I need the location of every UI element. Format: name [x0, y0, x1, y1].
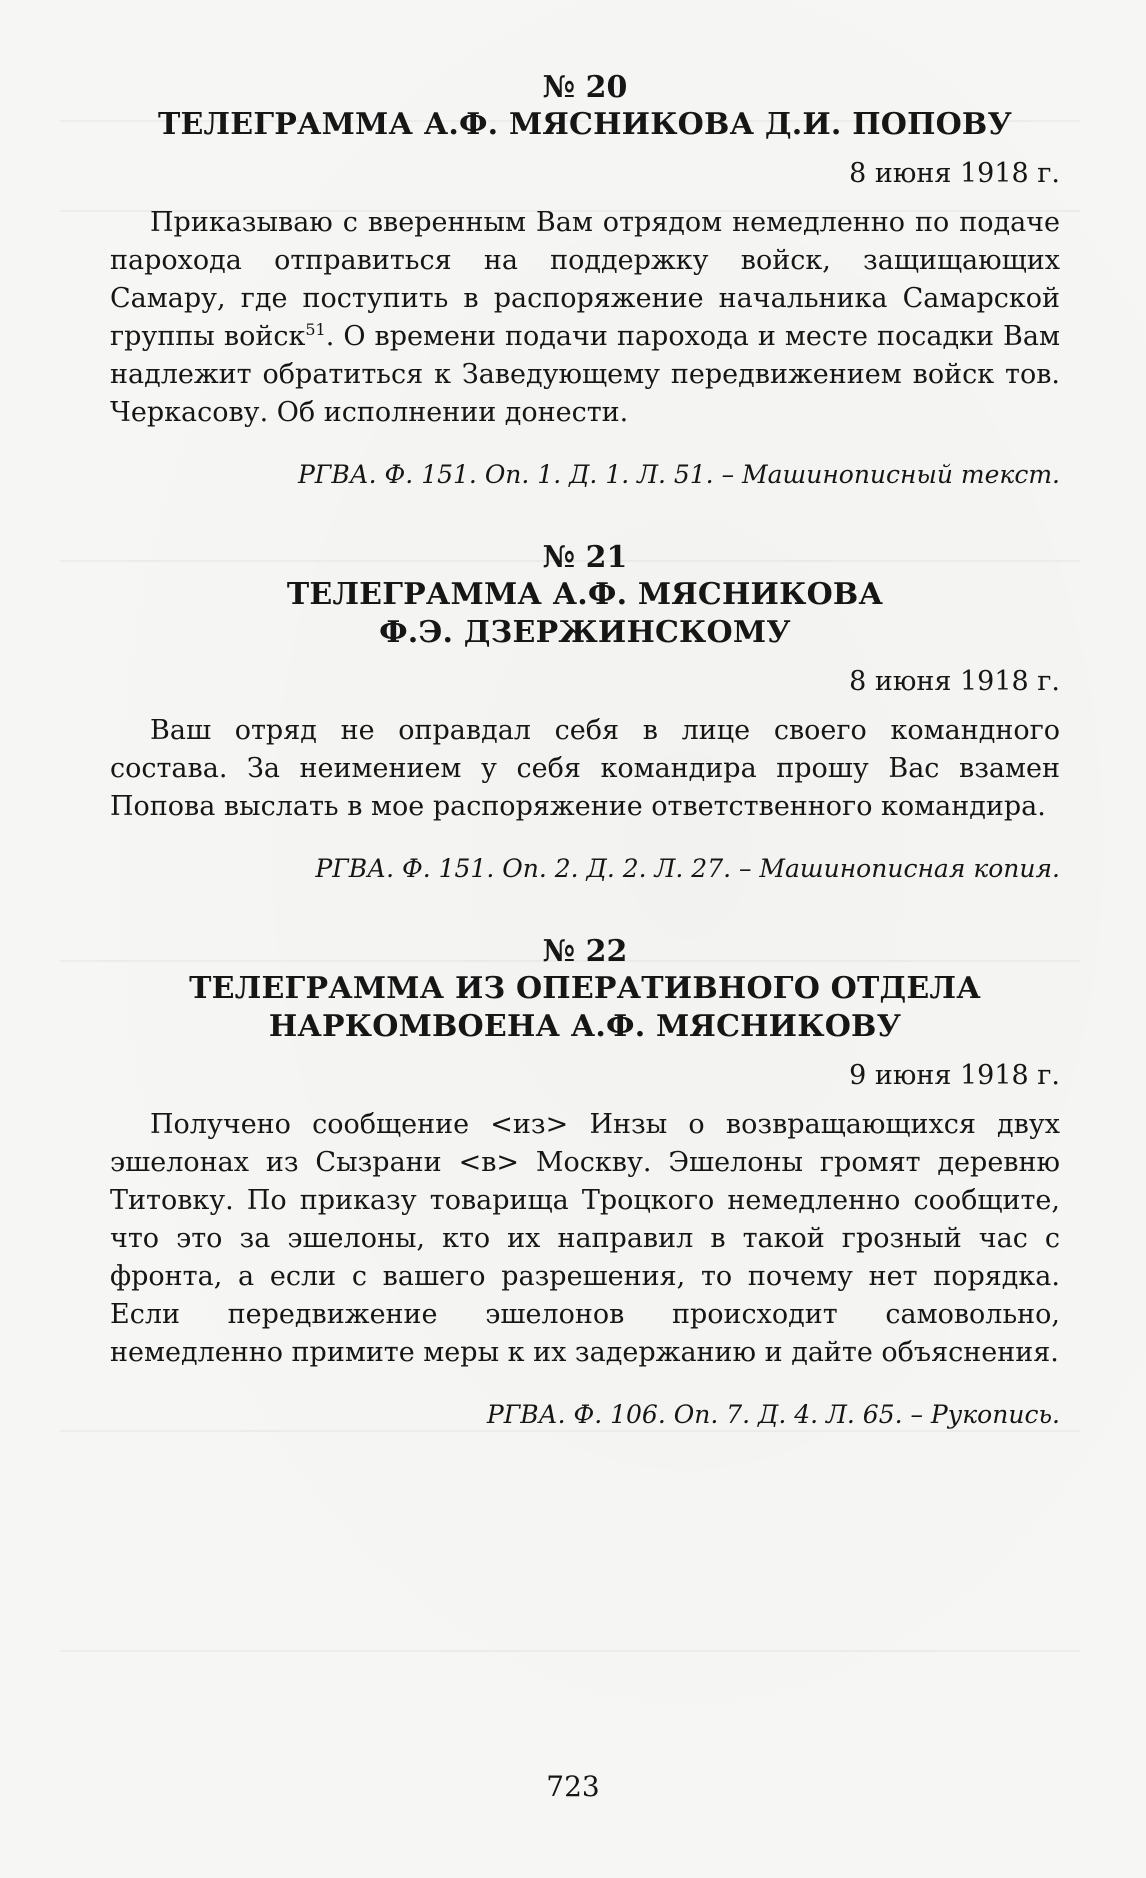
document-source: РГВА. Ф. 106. Оп. 7. Д. 4. Л. 65. – Рукопись. [486, 1400, 1060, 1429]
document-number: № 22 [542, 934, 628, 969]
document-title-line-1: ТЕЛЕГРАММА ИЗ ОПЕРАТИВНОГО ОТДЕЛА [189, 971, 981, 1006]
document-date: 8 июня 1918 г. [849, 666, 1060, 697]
document-source: РГВА. Ф. 151. Оп. 2. Д. 2. Л. 27. – Машинописная копия. [315, 854, 1060, 883]
document-number: № 21 [542, 540, 628, 575]
body-text: Приказываю с вверенным Вам отрядом немедленно по подаче парохода отправиться на поддержку войск, защищающих Самару, где поступить в распоряжение начальника Самарской группы войск [110, 207, 1060, 352]
document-body: Ваш отряд не оправдал себя в лице своего командного состава. За неимением у себя командира прошу Вас взамен Попова выслать в мое распоряжение ответственного командира. [110, 715, 1060, 822]
footnote-marker: 51 [305, 320, 326, 339]
document-title-line-2: Ф.Э. ДЗЕРЖИНСКОМУ [379, 615, 791, 650]
document-21 [110, 540, 1060, 886]
document-22 [110, 934, 1060, 1432]
page-content [110, 70, 1060, 1480]
document-number: № 20 [542, 70, 628, 105]
document-title-line-1: ТЕЛЕГРАММА А.Ф. МЯСНИКОВА [286, 577, 884, 612]
page-number: 723 [546, 1770, 600, 1803]
body-text-continued: . О времени подачи парохода и месте посадки Вам надлежит обратиться к Заведующему передвижением войск тов. Черкасову. Об исполнении донести. [110, 321, 1061, 428]
document-title: ТЕЛЕГРАММА А.Ф. МЯСНИКОВА Д.И. ПОПОВУ [157, 107, 1013, 142]
document-20 [110, 70, 1060, 492]
bleed-through-line [60, 1650, 1080, 1652]
document-source: РГВА. Ф. 151. Оп. 1. Д. 1. Л. 51. – Машинописный текст. [297, 460, 1060, 489]
document-title-line-2: НАРКОМВОЕНА А.Ф. МЯСНИКОВУ [268, 1009, 902, 1044]
document-date: 8 июня 1918 г. [849, 158, 1060, 189]
document-body [110, 204, 1060, 432]
document-date: 9 июня 1918 г. [849, 1060, 1060, 1091]
document-body: Получено сообщение <из> Инзы о возвращающихся двух эшелонах из Сызрани <в> Москву. Эшелоны громят деревню Титовку. По приказу товарища Троцкого немедленно сообщите, что это за эшелоны, кто их направил в такой грозный час с фронта, а если с вашего разрешения, то почему нет порядка. Если передвижение эшелонов происходит самовольно, немедленно примите меры к их задержанию и дайте объяснения. [110, 1109, 1060, 1368]
